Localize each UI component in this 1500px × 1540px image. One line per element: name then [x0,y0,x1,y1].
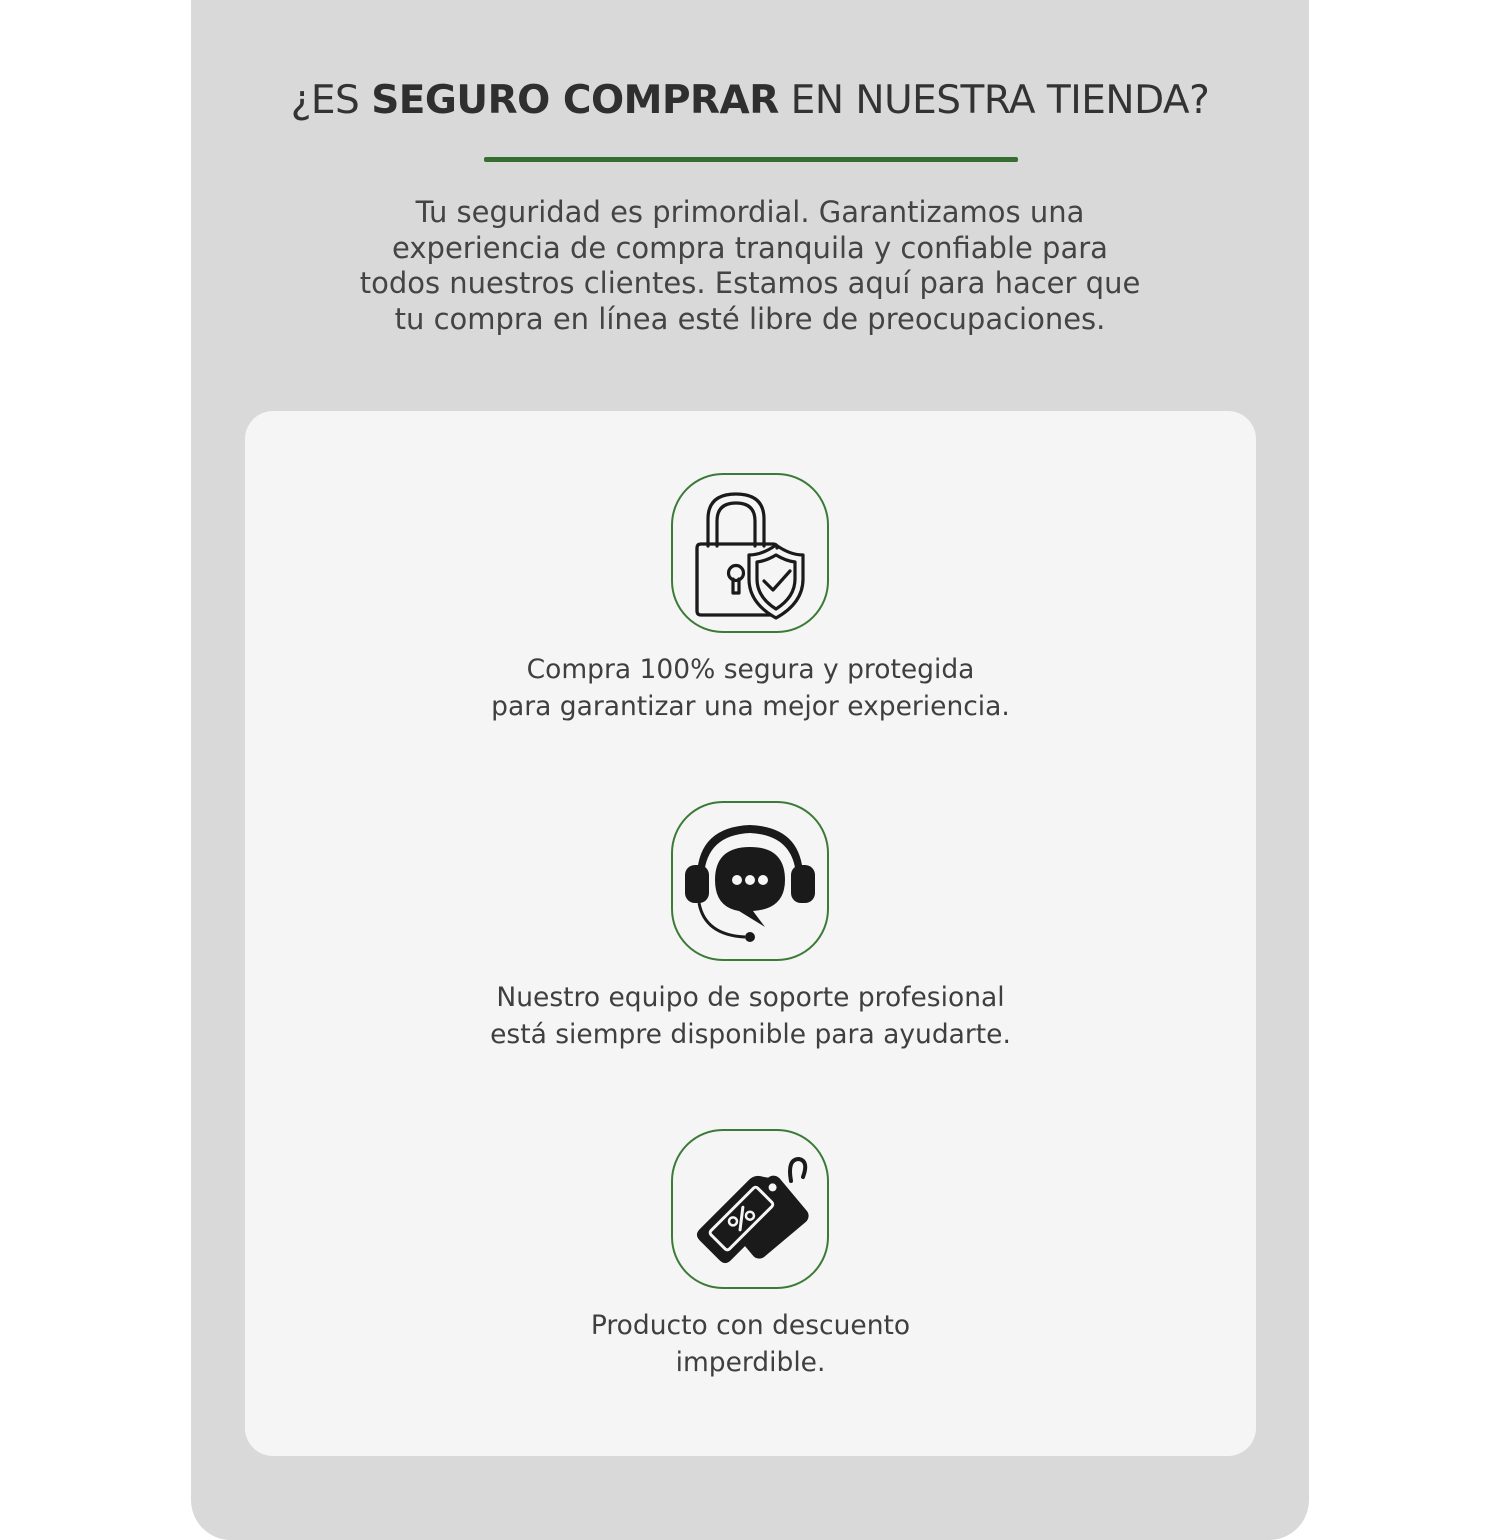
intro-line: todos nuestros clientes. Estamos aquí para hacer que [359,266,1141,300]
headset-chat-icon [673,803,827,959]
title-suffix: EN NUESTRA TIENDA? [778,78,1210,123]
intro-line: tu compra en línea esté libre de preocupaciones. [394,301,1106,336]
feature-text-secure [245,652,1256,725]
feature-line: imperdible. [675,1346,826,1378]
feature-icon-box-support [671,801,829,961]
feature-icon-box-secure [671,473,829,633]
feature-line: Producto con descuento [590,1310,911,1341]
intro-line: experiencia de compra tranquila y confiable para [392,230,1108,265]
feature-line: está siempre disponible para ayudarte. [490,1018,1011,1050]
title-prefix: ¿ES [290,78,372,123]
feature-line: Compra 100% segura y protegida [526,654,975,685]
page-title [191,74,1309,128]
feature-line: Nuestro equipo de soporte profesional [496,982,1005,1013]
title-bold: SEGURO COMPRAR [371,78,779,123]
feature-icon-box-discount [671,1129,829,1289]
feature-text-support [245,980,1256,1053]
discount-tag-icon [673,1131,827,1287]
title-divider [484,157,1018,162]
feature-text-discount [245,1308,1256,1381]
intro-paragraph [191,195,1309,337]
feature-line: para garantizar una mejor experiencia. [491,690,1010,722]
intro-line: Tu seguridad es primordial. Garantizamos una [415,195,1085,229]
lock-shield-icon [673,475,827,631]
